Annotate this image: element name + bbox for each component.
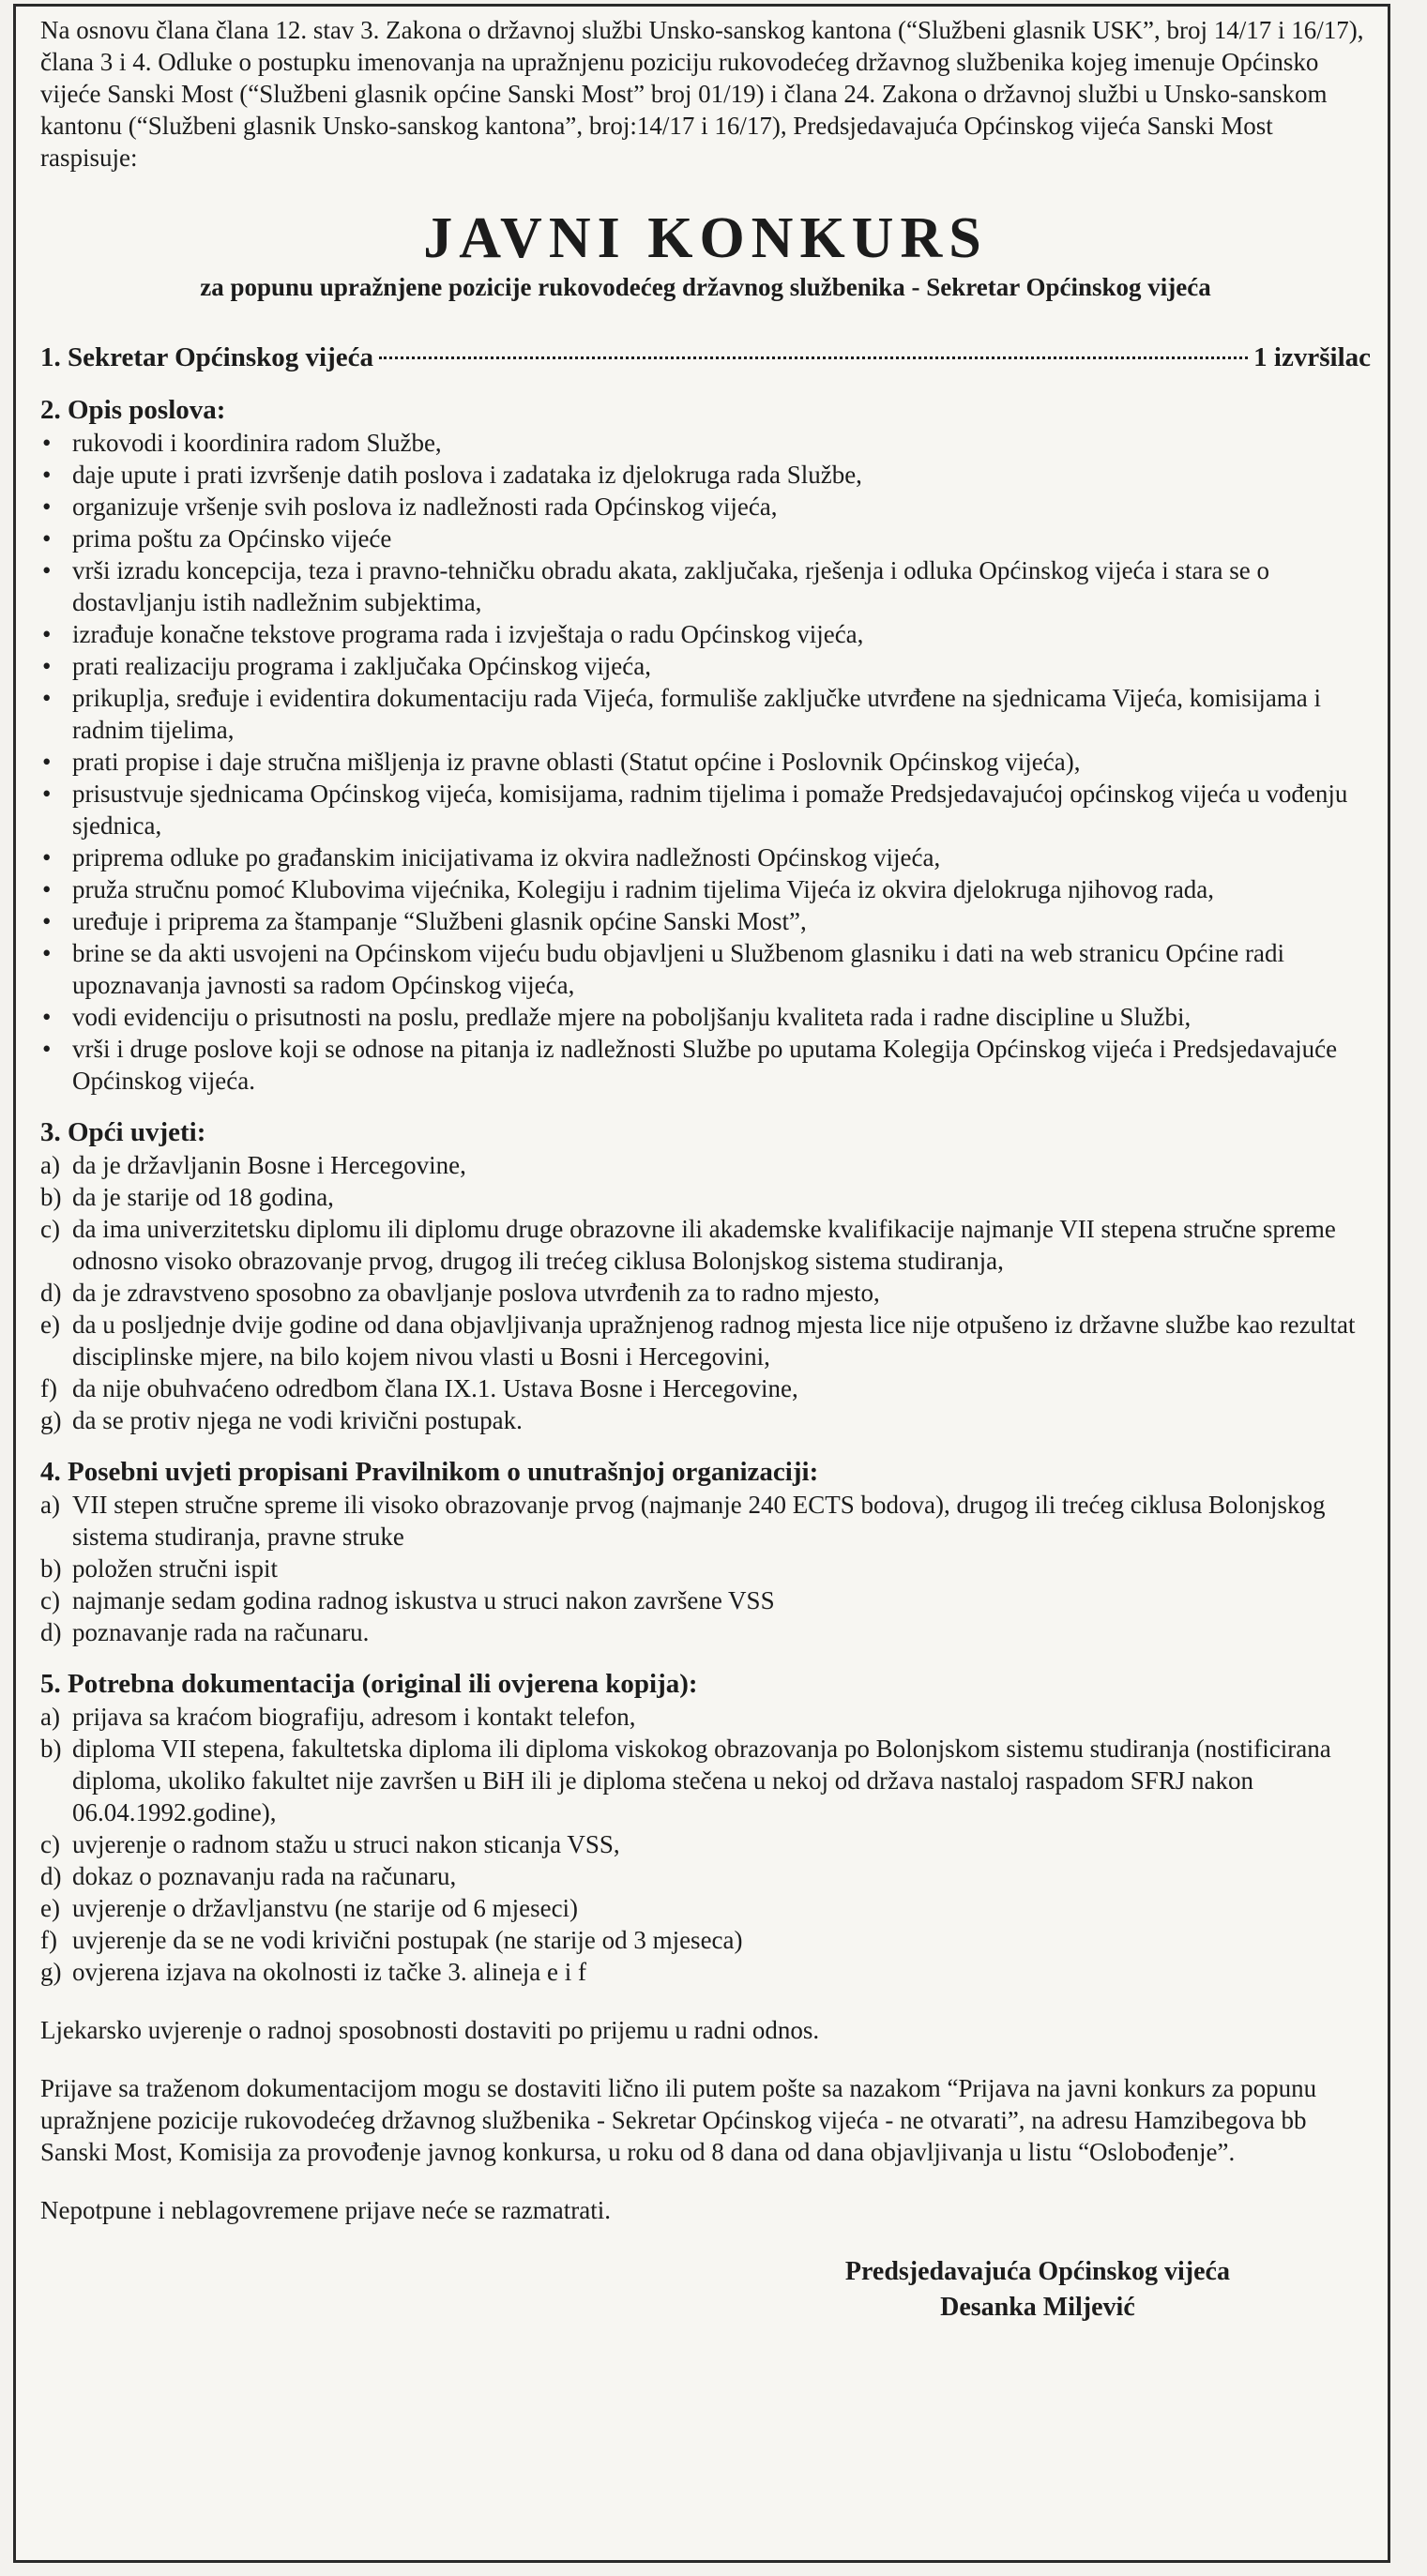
item-letter: d): [40, 1862, 62, 1890]
item-letter: f): [40, 1926, 57, 1954]
document-item: [40, 1701, 1371, 1733]
condition-item: [40, 1149, 1371, 1181]
condition-item: [40, 1181, 1371, 1213]
position-label: 1. Sekretar Općinskog vijeća: [40, 342, 373, 372]
special-conditions-list: [40, 1489, 1371, 1648]
page-subtitle: za popunu upražnjene pozicije rukovodećeg državnog službenika - Sekretar Općinskog vijeća: [200, 273, 1211, 301]
document-item: [40, 1924, 1371, 1956]
item-text: da je zdravstveno sposobno za obavljanje poslova utvrđenih za to radno mjesto,: [72, 1279, 880, 1307]
intro-paragraph: Na osnovu člana člana 12. stav 3. Zakona o državnoj službi Unsko-sanskog kantona (“Službeni glasnik USK”, broj 14/17 i 16/17), člana 3 i 4. Odluke o postupku imenovanja na upražnjenu poziciju rukovodećeg državnog službenika kojeg imenuje Općinsko vijeće Sanski Most (“Službeni glasnik općine Sanski Most” broj 01/19) i člana 24. Zakona o državnoj službi u Unsko-sanskom kantonu (“Službeni glasnik Unsko-sanskog kantona”, broj:14/17 i 16/17), Predsjedavajuća Općinskog vijeća Sanski Most raspisuje:: [40, 16, 1364, 172]
position-count: 1 izvršilac: [1253, 342, 1371, 372]
item-text: najmanje sedam godina radnog iskustva u struci nakon završene VSS: [72, 1586, 775, 1614]
document-item: [40, 1860, 1371, 1892]
item-text: uvjerenje o radnom stažu u struci nakon sticanja VSS,: [72, 1830, 620, 1858]
dotted-leader: [379, 356, 1248, 359]
condition-item: [40, 1372, 1371, 1404]
item-letter: e): [40, 1311, 60, 1339]
incomplete-applications-note: Nepotpune i neblagovremene prijave neće se razmatrati.: [40, 2196, 611, 2224]
submission-instructions: Prijave sa traženom dokumentacijom mogu se dostaviti lično ili putem pošte sa nazakom “Prijava na javni konkurs za popunu upražnjene pozicije rukovodećeg državnog službenika - Sekretar Općinskog vijeća - ne otvarati”, na adresu Hamzibegova bb Sanski Most, Komisija za provođenje javnog konkursa, u roku od 8 dana od dana objavljivanja u listu “Oslobođenje”.: [40, 2074, 1317, 2166]
item-text: dokaz o poznavanju rada na računaru,: [72, 1862, 457, 1890]
item-letter: a): [40, 1703, 60, 1731]
section-3-heading: 3. Opći uvjeti:: [40, 1117, 206, 1147]
section-2-heading: 2. Opis poslova:: [40, 395, 226, 425]
duty-item: • vrši i druge poslove koji se odnose na pitanja iz nadležnosti Službe po uputama Kolegija Općinskog vijeća i Predsjedavajuće Općinskog vijeća.: [40, 1033, 1371, 1097]
duty-item: • prati propise i daje stručna mišljenja iz pravne oblasti (Statut općine i Poslovnik Općinskog vijeća),: [40, 746, 1371, 778]
special-condition-item: [40, 1489, 1371, 1553]
duty-item: • vrši izradu koncepcija, teza i pravno-tehničku obradu akata, zaključaka, rješenja i odluka Općinskog vijeća i stara se o dostavljanju istih nadležnim subjektima,: [40, 554, 1371, 618]
item-letter: c): [40, 1830, 60, 1858]
item-text: VII stepen stručne spreme ili visoko obrazovanje prvog (najmanje 240 ECTS bodova), drugog ili trećeg ciklusa Bolonjskog sistema studiranja, pravne struke: [72, 1491, 1326, 1551]
item-letter: b): [40, 1183, 62, 1211]
duty-item: • priprema odluke po građanskim inicijativama iz okvira nadležnosti Općinskog vijeća,: [40, 841, 1371, 873]
section-5-heading: 5. Potrebna dokumentacija (original ili ovjerena kopija):: [40, 1669, 698, 1699]
duty-item: • brine se da akti usvojeni na Općinskom vijeću budu objavljeni u Službenom glasniku i dati na web stranicu Općine radi upoznavanja javnosti sa radom Općinskog vijeća,: [40, 937, 1371, 1001]
general-conditions-list: [40, 1149, 1371, 1436]
special-condition-item: [40, 1553, 1371, 1584]
condition-item: [40, 1309, 1371, 1372]
signature-name: Desanka Miljević: [940, 2293, 1135, 2322]
item-letter: g): [40, 1958, 62, 1986]
document-item: [40, 1828, 1371, 1860]
condition-item: [40, 1213, 1371, 1277]
special-condition-item: [40, 1584, 1371, 1616]
item-letter: d): [40, 1279, 62, 1307]
section-4-heading: 4. Posebni uvjeti propisani Pravilnikom o unutrašnjoj organizaciji:: [40, 1457, 819, 1487]
medical-certificate-note: Ljekarsko uvjerenje o radnoj sposobnosti dostaviti po prijemu u radni odnos.: [40, 2016, 820, 2044]
item-letter: g): [40, 1406, 62, 1434]
signature-wrap: [40, 2226, 1371, 2326]
duty-item: • organizuje vršenje svih poslova iz nadležnosti rada Općinskog vijeća,: [40, 491, 1371, 523]
page-title: JAVNI KONKURS: [423, 206, 988, 270]
item-text: uvjerenje da se ne vodi krivični postupak (ne starije od 3 mjeseca): [72, 1926, 743, 1954]
item-letter: d): [40, 1618, 62, 1646]
position-line: [40, 341, 1371, 374]
item-text: ovjerena izjava na okolnosti iz tačke 3. alineja e i f: [72, 1958, 587, 1986]
item-text: prijava sa kraćom biografiju, adresom i kontakt telefon,: [72, 1703, 636, 1731]
required-documents-list: [40, 1701, 1371, 1988]
duty-item: • pruža stručnu pomoć Klubovima vijećnika, Kolegiju i radnim tijelima Vijeća iz okvira djelokruga njihovog rada,: [40, 873, 1371, 905]
duty-item: • izrađuje konačne tekstove programa rada i izvještaja o radu Općinskog vijeća,: [40, 618, 1371, 650]
item-text: poznavanje rada na računaru.: [72, 1618, 370, 1646]
item-letter: b): [40, 1735, 62, 1763]
item-letter: e): [40, 1894, 60, 1922]
item-letter: a): [40, 1151, 60, 1179]
item-text: da je starije od 18 godina,: [72, 1183, 334, 1211]
document-item: [40, 1733, 1371, 1828]
duty-item: • prisustvuje sjednicama Općinskog vijeća, komisijama, radnim tijelima i pomaže Predsjedavajućoj općinskog vijeća u vođenju sjednica,: [40, 778, 1371, 841]
signature-block: [845, 2254, 1230, 2326]
item-text: položen stručni ispit: [72, 1554, 278, 1583]
item-text: da u posljednje dvije godine od dana objavljivanja upražnjenog radnog mjesta lice nije otpušeno iz državne službe kao rezultat disciplinske mjere, na bilo kojem nivou vlasti u Bosni i Hercegovini,: [72, 1311, 1356, 1371]
document-item: [40, 1892, 1371, 1924]
special-condition-item: [40, 1616, 1371, 1648]
duty-item: • prati realizaciju programa i zaključaka Općinskog vijeća,: [40, 650, 1371, 682]
item-text: da je državljanin Bosne i Hercegovine,: [72, 1151, 466, 1179]
item-text: da ima univerzitetsku diplomu ili diplomu druge obrazovne ili akademske kvalifikacije najmanje VII stepena stručne spreme odnosno visoko obrazovanje prvog, drugog ili trećeg ciklusa Bolonjskog sistema studiranja,: [72, 1215, 1336, 1275]
duty-item: • uređuje i priprema za štampanje “Službeni glasnik općine Sanski Most”,: [40, 905, 1371, 937]
duty-item: • prikuplja, sređuje i evidentira dokumentaciju rada Vijeća, formuliše zaključke utvrđene na sjednicama Vijeća, komisijama i radnim tijelima,: [40, 682, 1371, 746]
signature-role: Predsjedavajuća Općinskog vijeća: [844, 2257, 1230, 2286]
condition-item: [40, 1404, 1371, 1436]
duty-item: • daje upute i prati izvršenje datih poslova i zadataka iz djelokruga rada Službe,: [40, 459, 1371, 491]
duty-item: • rukovodi i koordinira radom Službe,: [40, 427, 1371, 459]
document-item: [40, 1956, 1371, 1988]
duty-item: • vodi evidenciju o prisutnosti na poslu, predlaže mjere na poboljšanju kvaliteta rada i radne discipline u Službi,: [40, 1001, 1371, 1033]
item-text: da nije obuhvaćeno odredbom člana IX.1. Ustava Bosne i Hercegovine,: [72, 1374, 798, 1402]
item-letter: a): [40, 1491, 60, 1519]
job-duties-list: [40, 427, 1371, 1097]
item-letter: c): [40, 1586, 60, 1614]
item-text: da se protiv njega ne vodi krivični postupak.: [72, 1406, 523, 1434]
item-letter: c): [40, 1215, 60, 1243]
duty-item: • prima poštu za Općinsko vijeće: [40, 523, 1371, 554]
item-letter: f): [40, 1374, 57, 1402]
item-letter: b): [40, 1554, 62, 1583]
item-text: diploma VII stepena, fakultetska diploma ili diploma viskokog obrazovanja po Bolonjskom sistemu studiranja (nostificirana diploma, ukoliko fakultet nije završen u BiH ili je diploma stečena u nekoj od država nastaloj raspadom SFRJ nakon 06.04.1992.godine),: [72, 1735, 1331, 1826]
announcement-page: [13, 4, 1390, 2563]
item-text: uvjerenje o državljanstvu (ne starije od 6 mjeseci): [72, 1894, 579, 1922]
condition-item: [40, 1277, 1371, 1309]
